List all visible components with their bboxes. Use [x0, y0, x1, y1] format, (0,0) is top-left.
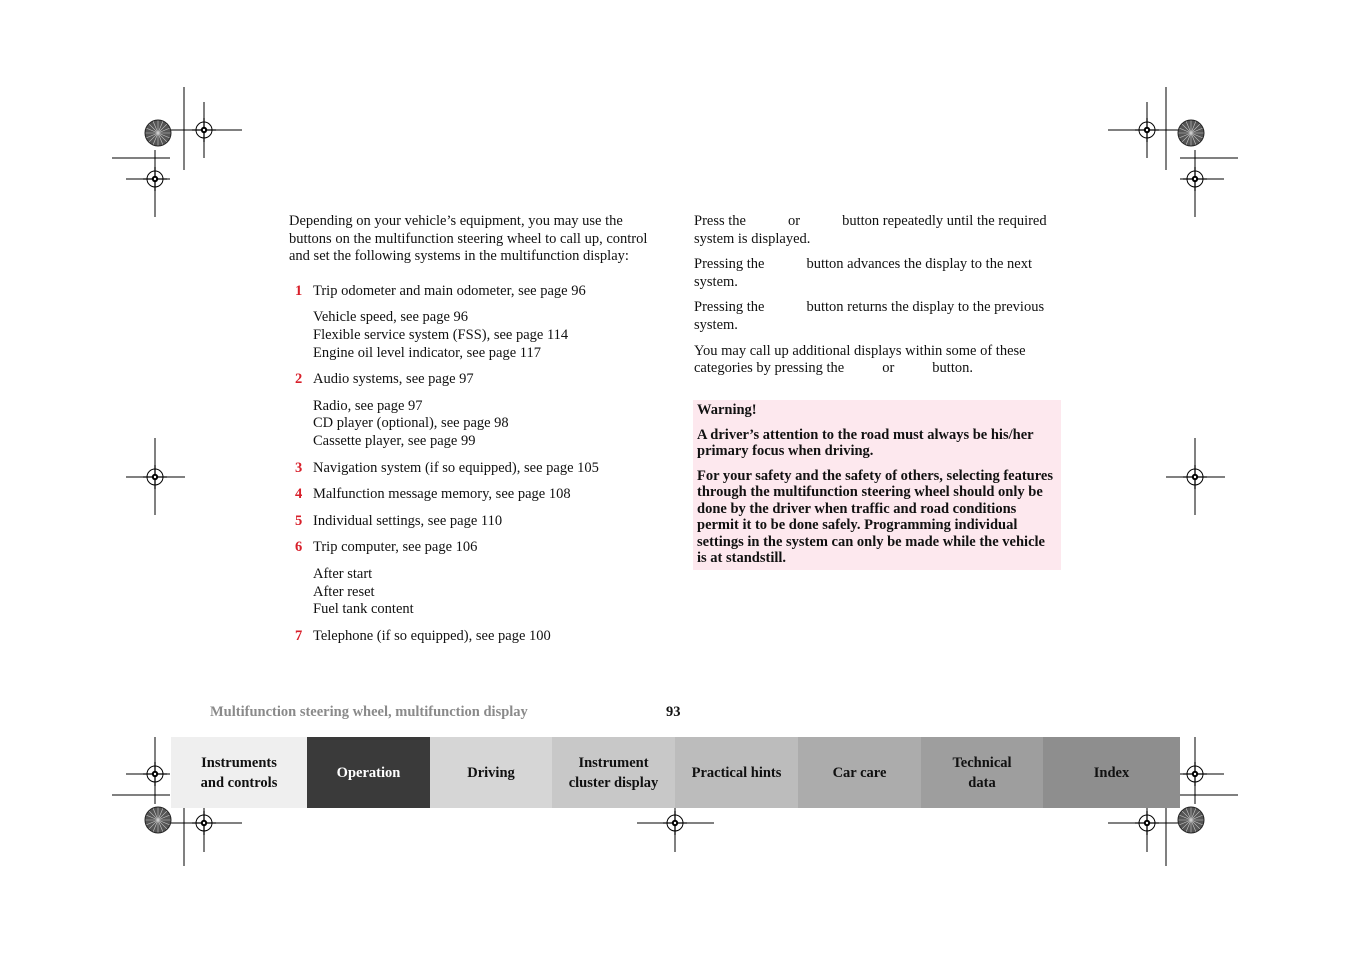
instruction-return: Pressing the button returns the display to the previous system. — [694, 299, 1045, 333]
tab-label: Index — [1093, 764, 1130, 781]
list-item — [289, 486, 659, 504]
item-text: Malfunction message memory, see page 108 — [313, 486, 571, 503]
sub-item: Radio, see page 97 — [313, 397, 423, 414]
tab-label: Car care — [832, 764, 887, 781]
tab-label: Technical data — [952, 754, 1012, 791]
sub-item: Vehicle speed, see page 96 — [313, 309, 469, 326]
sub-list — [289, 566, 659, 619]
sub-item: Fuel tank content — [313, 601, 414, 618]
item-number: 4 — [295, 486, 303, 503]
list-item — [289, 283, 659, 301]
list-item — [289, 371, 659, 389]
tab-instrument-cluster-display[interactable] — [552, 737, 675, 808]
list-item — [289, 628, 659, 646]
list-item — [289, 460, 659, 478]
left-column — [289, 213, 659, 654]
right-column — [694, 213, 1060, 386]
intro-text: Depending on your vehicle’s equipment, you may use the buttons on the multifunction steering wheel to call up, control and set the following systems in the multifunction display: — [289, 213, 648, 265]
warning-title: Warning! — [697, 402, 757, 418]
item-number: 7 — [295, 627, 303, 644]
instruction-advance: Pressing the button advances the display to the next system. — [694, 256, 1032, 290]
tab-car-care[interactable] — [798, 737, 921, 808]
sub-item: After reset — [313, 583, 375, 600]
tab-label: Instrument cluster display — [568, 754, 659, 791]
tab-label: Operation — [336, 764, 401, 781]
sub-list — [289, 398, 659, 451]
sub-item: After start — [313, 565, 373, 582]
list-item — [289, 539, 659, 557]
sub-item: Engine oil level indicator, see page 117 — [313, 344, 541, 361]
tab-label: Practical hints — [691, 764, 782, 781]
item-number: 1 — [295, 282, 303, 299]
tab-practical-hints[interactable] — [675, 737, 798, 808]
item-number: 3 — [295, 459, 303, 476]
page-number: 93 — [666, 704, 681, 720]
section-tabs — [171, 737, 1180, 808]
instruction-additional: You may call up additional displays within some of these categories by pressing the or button. — [694, 342, 1026, 377]
tab-operation[interactable] — [307, 737, 430, 808]
warning-box — [693, 400, 1061, 570]
tab-label: Instruments and controls — [200, 754, 278, 791]
item-text: Navigation system (if so equipped), see page 105 — [313, 459, 599, 476]
item-text: Trip odometer and main odometer, see page 96 — [313, 282, 586, 299]
item-text: Audio systems, see page 97 — [313, 371, 474, 388]
sub-item: Flexible service system (FSS), see page 114 — [313, 326, 569, 343]
item-text: Trip computer, see page 106 — [313, 539, 478, 556]
warning-text-1: A driver’s attention to the road must always be his/her primary focus when driving. — [697, 426, 1034, 459]
tab-label: Driving — [467, 764, 515, 781]
tab-driving[interactable] — [430, 737, 552, 808]
instruction-select-system: Press the or button repeatedly until the required system is displayed. — [694, 213, 1047, 247]
warning-text-2: For your safety and the safety of others, selecting features through the multifunction steering wheel should only be done by the driver when traffic and road conditions permit it to be done safely. Programming individual settings in the system can only be made while the vehicle is at standstill. — [697, 467, 1053, 566]
item-text: Telephone (if so equipped), see page 100 — [313, 627, 551, 644]
item-text: Individual settings, see page 110 — [313, 512, 503, 529]
item-number: 6 — [295, 539, 303, 556]
section-title: Multifunction steering wheel, multifunction display — [210, 704, 528, 720]
item-number: 5 — [295, 512, 303, 529]
tab-technical-data[interactable] — [921, 737, 1043, 808]
item-number: 2 — [295, 371, 303, 388]
system-list — [289, 283, 659, 646]
tab-index[interactable] — [1043, 737, 1180, 808]
sub-item: Cassette player, see page 99 — [313, 432, 476, 449]
tab-instruments-and-controls[interactable] — [171, 737, 307, 808]
sub-item: CD player (optional), see page 98 — [313, 415, 509, 432]
sub-list — [289, 309, 659, 362]
list-item — [289, 513, 659, 531]
